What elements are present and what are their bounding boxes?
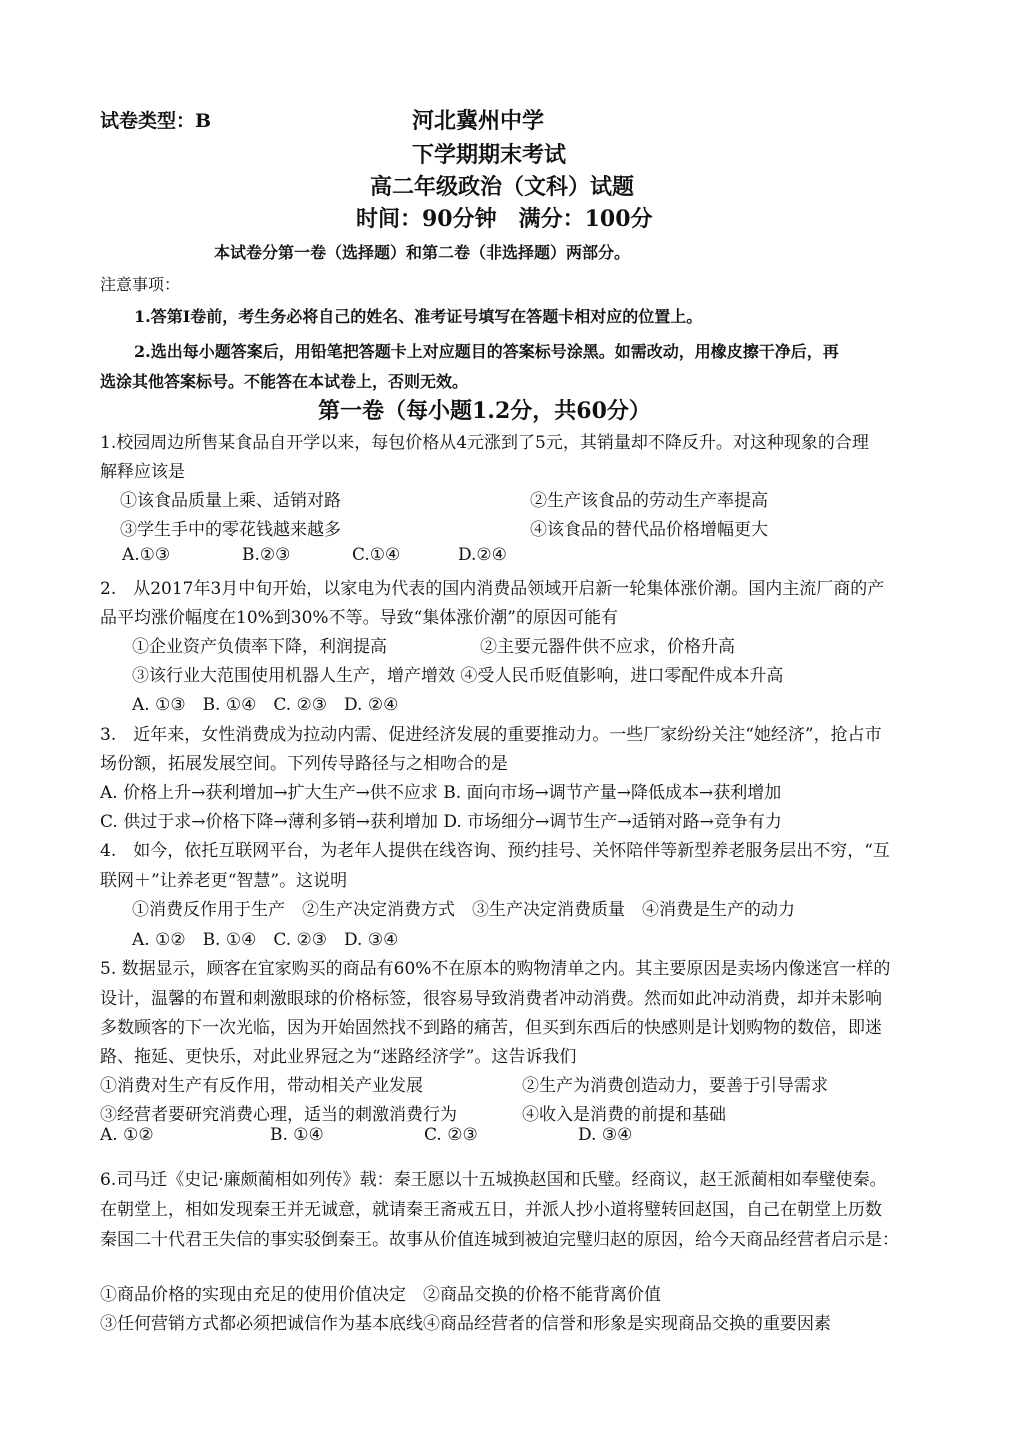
q4-stem-line-1: 4. 如今，依托互联网平台，为老年人提供在线咨询、预约挂号、关怀陪伴等新型养老服务层出不穷，“互 [100, 841, 890, 861]
q6-stem-line-2: 在朝堂上，相如发现秦王并无诚意，就请秦王斋戒五日，并派人抄小道将璧转回赵国，自己在朝堂上历数 [100, 1200, 882, 1220]
q1-option-3: ③学生手中的零花钱越来越多 [120, 520, 341, 540]
q1-stem-line-1: 1.校园周边所售某食品自开学以来，每包价格从4元涨到了5元，其销量却不降反升。对这种现象的合理 [100, 433, 869, 453]
q5-stem-line-2: 设计，温馨的布置和刺激眼球的价格标签，很容易导致消费者冲动消费。然而如此冲动消费，却并未影响 [100, 989, 882, 1009]
q1-stem-line-2: 解释应该是 [100, 462, 185, 482]
q6-stem-line-3: 秦国二十代君王失信的事实驳倒秦王。故事从价值连城到被迫完璧归赵的原因，给今天商品经营者启示是： [100, 1230, 899, 1250]
time-score: 时间：90分钟 满分：100分 [356, 206, 653, 232]
q5-stem-line-3: 多数顾客的下一次光临，因为开始固然找不到路的痛苦，但买到东西后的快感则是计划购物的数倍，即迷 [100, 1018, 882, 1038]
q2-stem-line-1: 2. 从2017年3月中旬开始，以家电为代表的国内消费品领域开启新一轮集体涨价潮。国内主流厂商的产 [100, 579, 885, 599]
notes-item-2-line-1: 2.选出每小题答案后，用铅笔把答题卡上对应题目的答案标号涂黑。如需改动，用橡皮擦干净后，再 [134, 342, 839, 361]
q5-answer-a: A. ①② [100, 1125, 154, 1145]
notes-item-2-line-2: 选涂其他答案标号。不能答在本试卷上，否则无效。 [100, 372, 469, 391]
q3-option-c-d: C. 供过于求→价格下降→薄利多销→获利增加 D. 市场细分→调节生产→适销对路→竞争有力 [100, 812, 782, 832]
notes-item-1: 1.答第Ⅰ卷前，考生务必将自己的姓名、准考证号填写在答题卡相对应的位置上。 [134, 307, 703, 326]
section-title: 第一卷（每小题1.2分，共60分） [318, 398, 651, 424]
exam-intro: 本试卷分第一卷（选择题）和第二卷（非选择题）两部分。 [214, 243, 631, 262]
q6-option-1-2: ①商品价格的实现由充足的使用价值决定 ②商品交换的价格不能背离价值 [100, 1285, 661, 1305]
q5-stem-line-1: 5. 数据显示，顾客在宜家购买的商品有60%不在原本的购物清单之内。其主要原因是卖场内像迷宫一样的 [100, 959, 891, 979]
q3-option-a-b: A. 价格上升→获利增加→扩大生产→供不应求 B. 面向市场→调节产量→降低成本→获利增加 [100, 783, 782, 803]
q5-option-3: ③经营者要研究消费心理，适当的刺激消费行为 [100, 1105, 457, 1125]
q4-answers: A. ①② B. ①④ C. ②③ D. ③④ [132, 930, 399, 950]
q2-answers: A. ①③ B. ①④ C. ②③ D. ②④ [132, 695, 399, 715]
q4-stem-line-2: 联网＋”让养老更“智慧”。这说明 [100, 871, 348, 891]
q2-option-2: ②主要元器件供不应求，价格升高 [480, 637, 735, 657]
q4-options: ①消费反作用于生产 ②生产决定消费方式 ③生产决定消费质量 ④消费是生产的动力 [132, 900, 795, 920]
school-name: 河北冀州中学 [412, 108, 545, 134]
q1-option-2: ②生产该食品的劳动生产率提高 [530, 491, 768, 511]
q1-answer-b: B.②③ [242, 545, 291, 565]
q3-stem-line-2: 场份额，拓展发展空间。下列传导路径与之相吻合的是 [100, 754, 508, 774]
q5-option-4: ④收入是消费的前提和基础 [522, 1105, 726, 1125]
q5-option-1: ①消费对生产有反作用，带动相关产业发展 [100, 1076, 423, 1096]
q2-option-3-4: ③该行业大范围使用机器人生产，增产增效 ④受人民币贬值影响，进口零配件成本升高 [132, 666, 784, 686]
q1-answer-d: D.②④ [458, 545, 507, 565]
exam-subject: 高二年级政治（文科）试题 [370, 174, 635, 200]
notes-heading: 注意事项： [100, 275, 181, 294]
q3-stem-line-1: 3. 近年来，女性消费成为拉动内需、促进经济发展的重要推动力。一些厂家纷纷关注“她经济”，抢占市 [100, 725, 882, 745]
q5-option-2: ②生产为消费创造动力，要善于引导需求 [522, 1076, 828, 1096]
q1-option-4: ④该食品的替代品价格增幅更大 [530, 520, 768, 540]
paper-type: 试卷类型：B [100, 110, 212, 132]
q6-stem-line-1: 6.司马迁《史记·廉颇蔺相如列传》载：秦王愿以十五城换赵国和氏璧。经商议，赵王派蔺相如奉璧使秦。 [100, 1170, 887, 1190]
q5-answer-d: D. ③④ [578, 1125, 633, 1145]
q1-option-1: ①该食品质量上乘、适销对路 [120, 491, 341, 511]
q1-answer-c: C.①④ [352, 545, 401, 565]
q5-stem-line-4: 路、拖延、更快乐，对此业界冠之为“迷路经济学”。这告诉我们 [100, 1047, 577, 1067]
q5-answer-b: B. ①④ [270, 1125, 324, 1145]
q2-option-1: ①企业资产负债率下降，利润提高 [132, 637, 387, 657]
q6-option-3-4: ③任何营销方式都必须把诚信作为基本底线④商品经营者的信誉和形象是实现商品交换的重要因素 [100, 1314, 831, 1334]
exam-name: 下学期期末考试 [412, 142, 567, 168]
q5-answer-c: C. ②③ [424, 1125, 478, 1145]
q2-stem-line-2: 品平均涨价幅度在10%到30%不等。导致“集体涨价潮”的原因可能有 [100, 608, 618, 628]
q1-answer-a: A.①③ [122, 545, 171, 565]
